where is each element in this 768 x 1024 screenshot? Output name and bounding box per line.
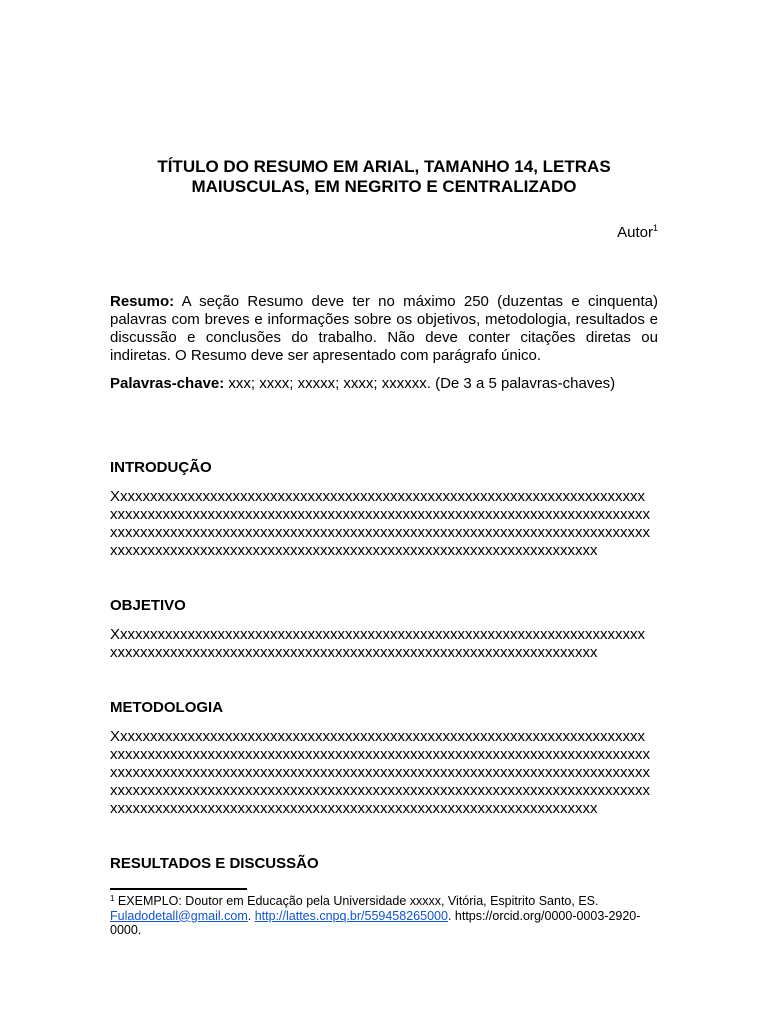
section-heading-objetivo: OBJETIVO [110, 597, 186, 614]
abstract-label: Resumo: [110, 293, 175, 310]
body-line: xxxxxxxxxxxxxxxxxxxxxxxxxxxxxxxxxxxxxxxxxxxxxxxxxxxxxxxxxxxxxxxxx [110, 800, 598, 817]
document-title: TÍTULO DO RESUMO EM ARIAL, TAMANHO 14, LETRAS MAIUSCULAS, EM NEGRITO E CENTRALIZADO [157, 157, 611, 196]
section-heading-metodologia: METODOLOGIA [110, 699, 224, 716]
section-heading-introducao: INTRODUÇÃO [110, 459, 212, 476]
footnote-separator-text: . [447, 908, 455, 923]
body-line: xxxxxxxxxxxxxxxxxxxxxxxxxxxxxxxxxxxxxxxxxxxxxxxxxxxxxxxxxxxxxxxxxxxxxxxx [110, 746, 650, 763]
email-link[interactable]: Fuladodetall@gmail.com [110, 908, 248, 923]
body-line: Xxxxxxxxxxxxxxxxxxxxxxxxxxxxxxxxxxxxxxxxxxxxxxxxxxxxxxxxxxxxxxxxxxxxxxx [110, 626, 646, 643]
author-line [617, 224, 658, 242]
lattes-link[interactable]: http://lattes.cnpq.br/559458265000 [254, 908, 448, 923]
section-body-introducao [110, 488, 660, 560]
body-line: xxxxxxxxxxxxxxxxxxxxxxxxxxxxxxxxxxxxxxxxxxxxxxxxxxxxxxxxxxxxxxxxxxxxxxxx [110, 764, 650, 781]
body-line: xxxxxxxxxxxxxxxxxxxxxxxxxxxxxxxxxxxxxxxxxxxxxxxxxxxxxxxxxxxxxxxxx [110, 644, 598, 661]
author-name: Autor [617, 224, 653, 241]
footnote-mark: 1 [110, 894, 115, 903]
section-body-objetivo [110, 626, 660, 662]
abstract-text: A seção Resumo deve ter no máximo 250 (duzentas e cinquenta) palavras com breves e informações sobre os objetivos, metodologia, resultados e discussão e conclusões do trabalho. Não deve conter citações diretas ou indiretas. O Resumo deve ser apresentado com parágrafo único. [110, 293, 658, 364]
body-line: xxxxxxxxxxxxxxxxxxxxxxxxxxxxxxxxxxxxxxxxxxxxxxxxxxxxxxxxxxxxxxxxx [110, 542, 598, 559]
abstract-paragraph [110, 293, 658, 365]
section-heading-resultados: RESULTADOS E DISCUSSÃO [110, 855, 319, 872]
keywords-paragraph [110, 375, 658, 393]
section-body-metodologia [110, 728, 660, 818]
body-line: Xxxxxxxxxxxxxxxxxxxxxxxxxxxxxxxxxxxxxxxxxxxxxxxxxxxxxxxxxxxxxxxxxxxxxxx [110, 728, 646, 745]
footnote [110, 894, 660, 938]
keywords-text: xxx; xxxx; xxxxx; xxxx; xxxxxx. (De 3 a 5 palavras-chaves) [224, 375, 616, 392]
body-line: Xxxxxxxxxxxxxxxxxxxxxxxxxxxxxxxxxxxxxxxxxxxxxxxxxxxxxxxxxxxxxxxxxxxxxxx [110, 488, 646, 505]
body-line: xxxxxxxxxxxxxxxxxxxxxxxxxxxxxxxxxxxxxxxxxxxxxxxxxxxxxxxxxxxxxxxxxxxxxxxx [110, 782, 650, 799]
footnote-separator-text: . [247, 908, 255, 923]
body-line: xxxxxxxxxxxxxxxxxxxxxxxxxxxxxxxxxxxxxxxxxxxxxxxxxxxxxxxxxxxxxxxxxxxxxxxx [110, 506, 650, 523]
author-footnote-mark: 1 [652, 223, 658, 233]
orcid-text: https://orcid.org/0000-0003-2920-0000. [110, 908, 641, 937]
footnote-text: EXEMPLO: Doutor em Educação pela Universidade xxxxx, Vitória, Espitrito Santo, ES. [114, 894, 599, 908]
keywords-label: Palavras-chave: [110, 375, 225, 392]
body-line: xxxxxxxxxxxxxxxxxxxxxxxxxxxxxxxxxxxxxxxxxxxxxxxxxxxxxxxxxxxxxxxxxxxxxxxx [110, 524, 650, 541]
footnote-separator [110, 888, 247, 890]
